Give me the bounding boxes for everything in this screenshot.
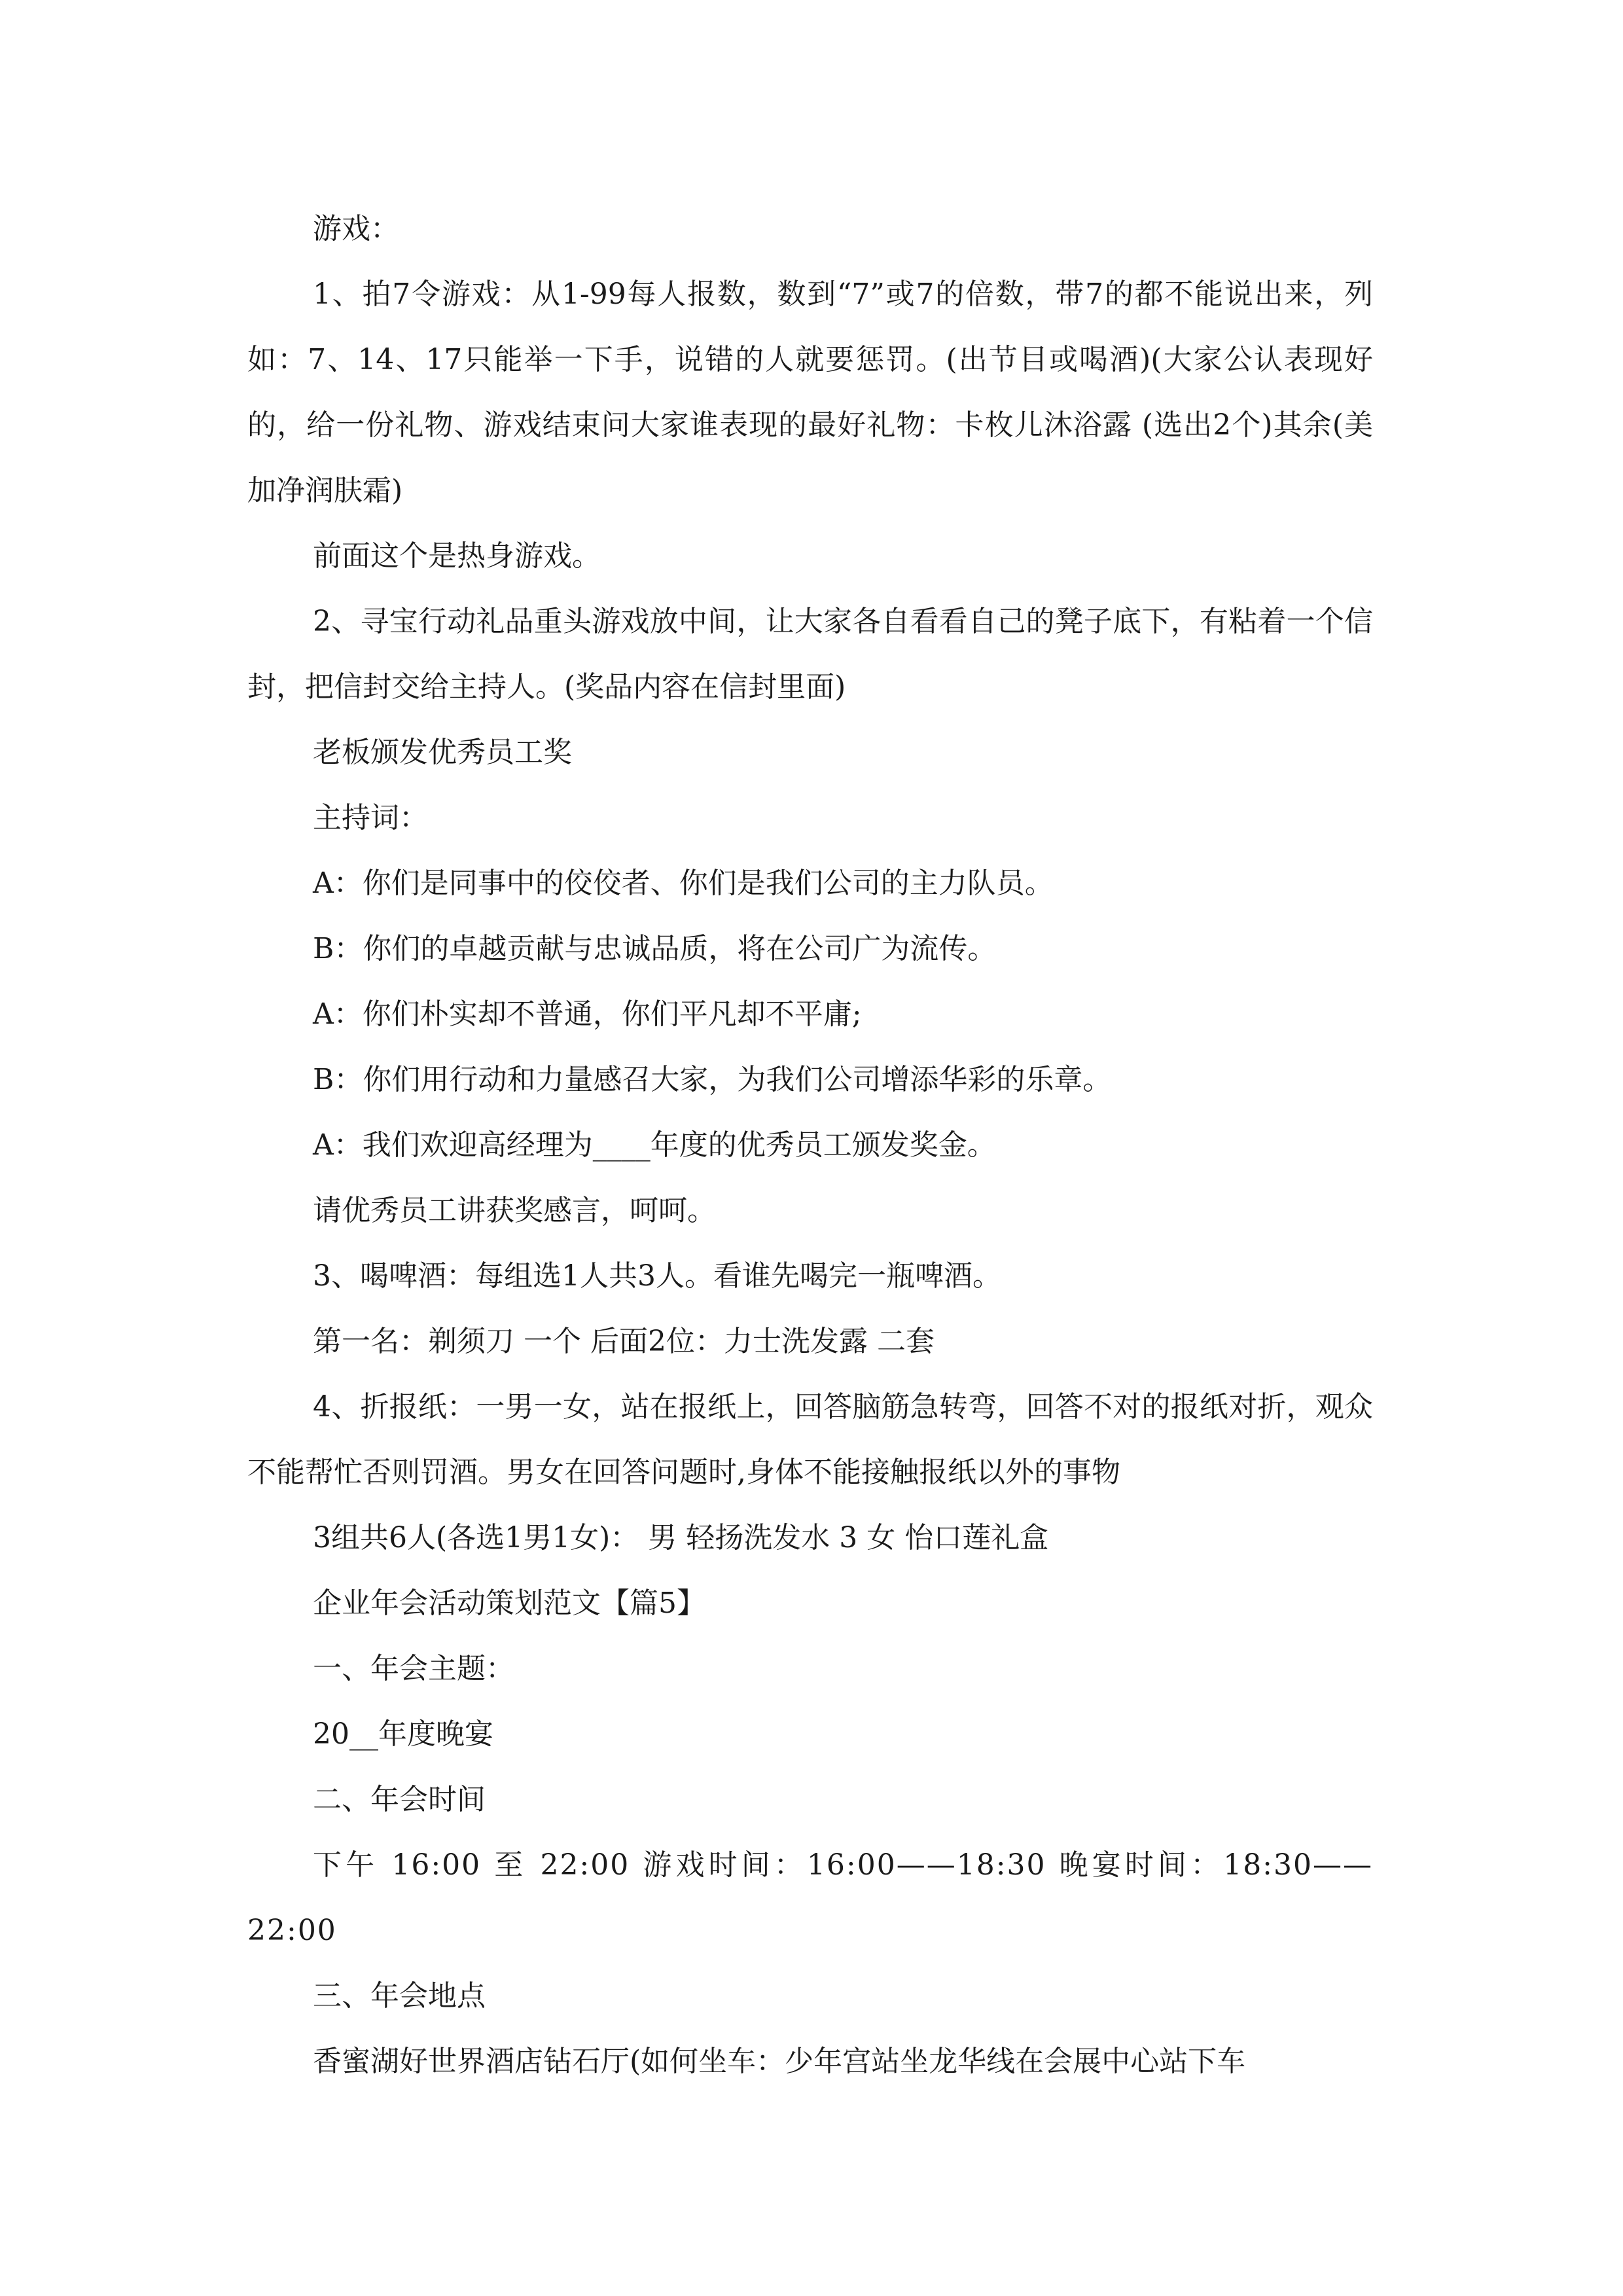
paragraph-host-line-b2: B：你们用行动和力量感召大家，为我们公司增添华彩的乐章。 (313, 1063, 1112, 1096)
paragraph-time-value: 下午 16:00 至 22:00 游戏时间：16:00——18:30 晚宴时间：18:30——22:00 (247, 1848, 1373, 1947)
paragraph-game-3: 3、喝啤酒：每组选1人共3人。看谁先喝完一瓶啤酒。 (313, 1259, 1001, 1293)
paragraph-host-line-a1: A：你们是同事中的佼佼者、你们是我们公司的主力队员。 (313, 867, 1054, 900)
paragraph-games-heading: 游戏： (313, 212, 399, 245)
paragraph-acceptance-speech: 请优秀员工讲获奖感言，呵呵。 (313, 1194, 716, 1227)
paragraph-location-value: 香蜜湖好世界酒店钻石厅(如何坐车：少年宫站坐龙华线在会展中心站下车 (313, 2045, 1246, 2078)
paragraph-section-theme: 一、年会主题： (313, 1652, 514, 1685)
paragraph-host-line-a2: A：你们朴实却不普通，你们平凡却不平庸; (313, 997, 862, 1031)
paragraph-boss-award: 老板颁发优秀员工奖 (313, 736, 572, 769)
paragraph-game-2: 2、寻宝行动礼品重头游戏放中间，让大家各自看看自己的凳子底下，有粘着一个信封，把信封交给主持人。(奖品内容在信封里面) (247, 605, 1373, 704)
paragraph-game-4-prizes: 3组共6人(各选1男1女)： 男 轻扬洗发水 3 女 怡口莲礼盒 (313, 1521, 1049, 1554)
paragraph-game-4: 4、折报纸：一男一女，站在报纸上，回答脑筋急转弯，回答不对的报纸对折，观众不能帮忙否则罚酒。男女在回答问题时,身体不能接触报纸以外的事物 (247, 1390, 1373, 1489)
paragraph-game-1: 1、拍7令游戏：从1-99每人报数，数到“7”或7的倍数，带7的都不能说出来，列如：7、14、17只能举一下手，说错的人就要惩罚。(出节目或喝酒)(大家公认表现好的，给一份礼物、游戏结束问大家谁表现的最好礼物：卡枚儿沐浴露 (选出2个)其余(美加净润肤霜) (247, 278, 1373, 507)
paragraph-warmup-note: 前面这个是热身游戏。 (313, 539, 601, 573)
paragraph-game-3-prizes: 第一名：剃须刀 一个 后面2位：力士洗发露 二套 (313, 1325, 935, 1358)
paragraph-host-line-a3: A：我们欢迎高经理为____年度的优秀员工颁发奖金。 (313, 1128, 996, 1162)
paragraph-section-location: 三、年会地点 (313, 1979, 486, 2013)
paragraph-host-line-b1: B：你们的卓越贡献与忠诚品质，将在公司广为流传。 (313, 932, 997, 965)
paragraph-article-5-title: 企业年会活动策划范文【篇5】 (313, 1587, 705, 1620)
document-body (247, 196, 1373, 2094)
paragraph-section-time: 二、年会时间 (313, 1783, 486, 1816)
paragraph-theme-value: 20__年度晚宴 (313, 1717, 493, 1751)
paragraph-host-lines-heading: 主持词： (313, 801, 428, 834)
